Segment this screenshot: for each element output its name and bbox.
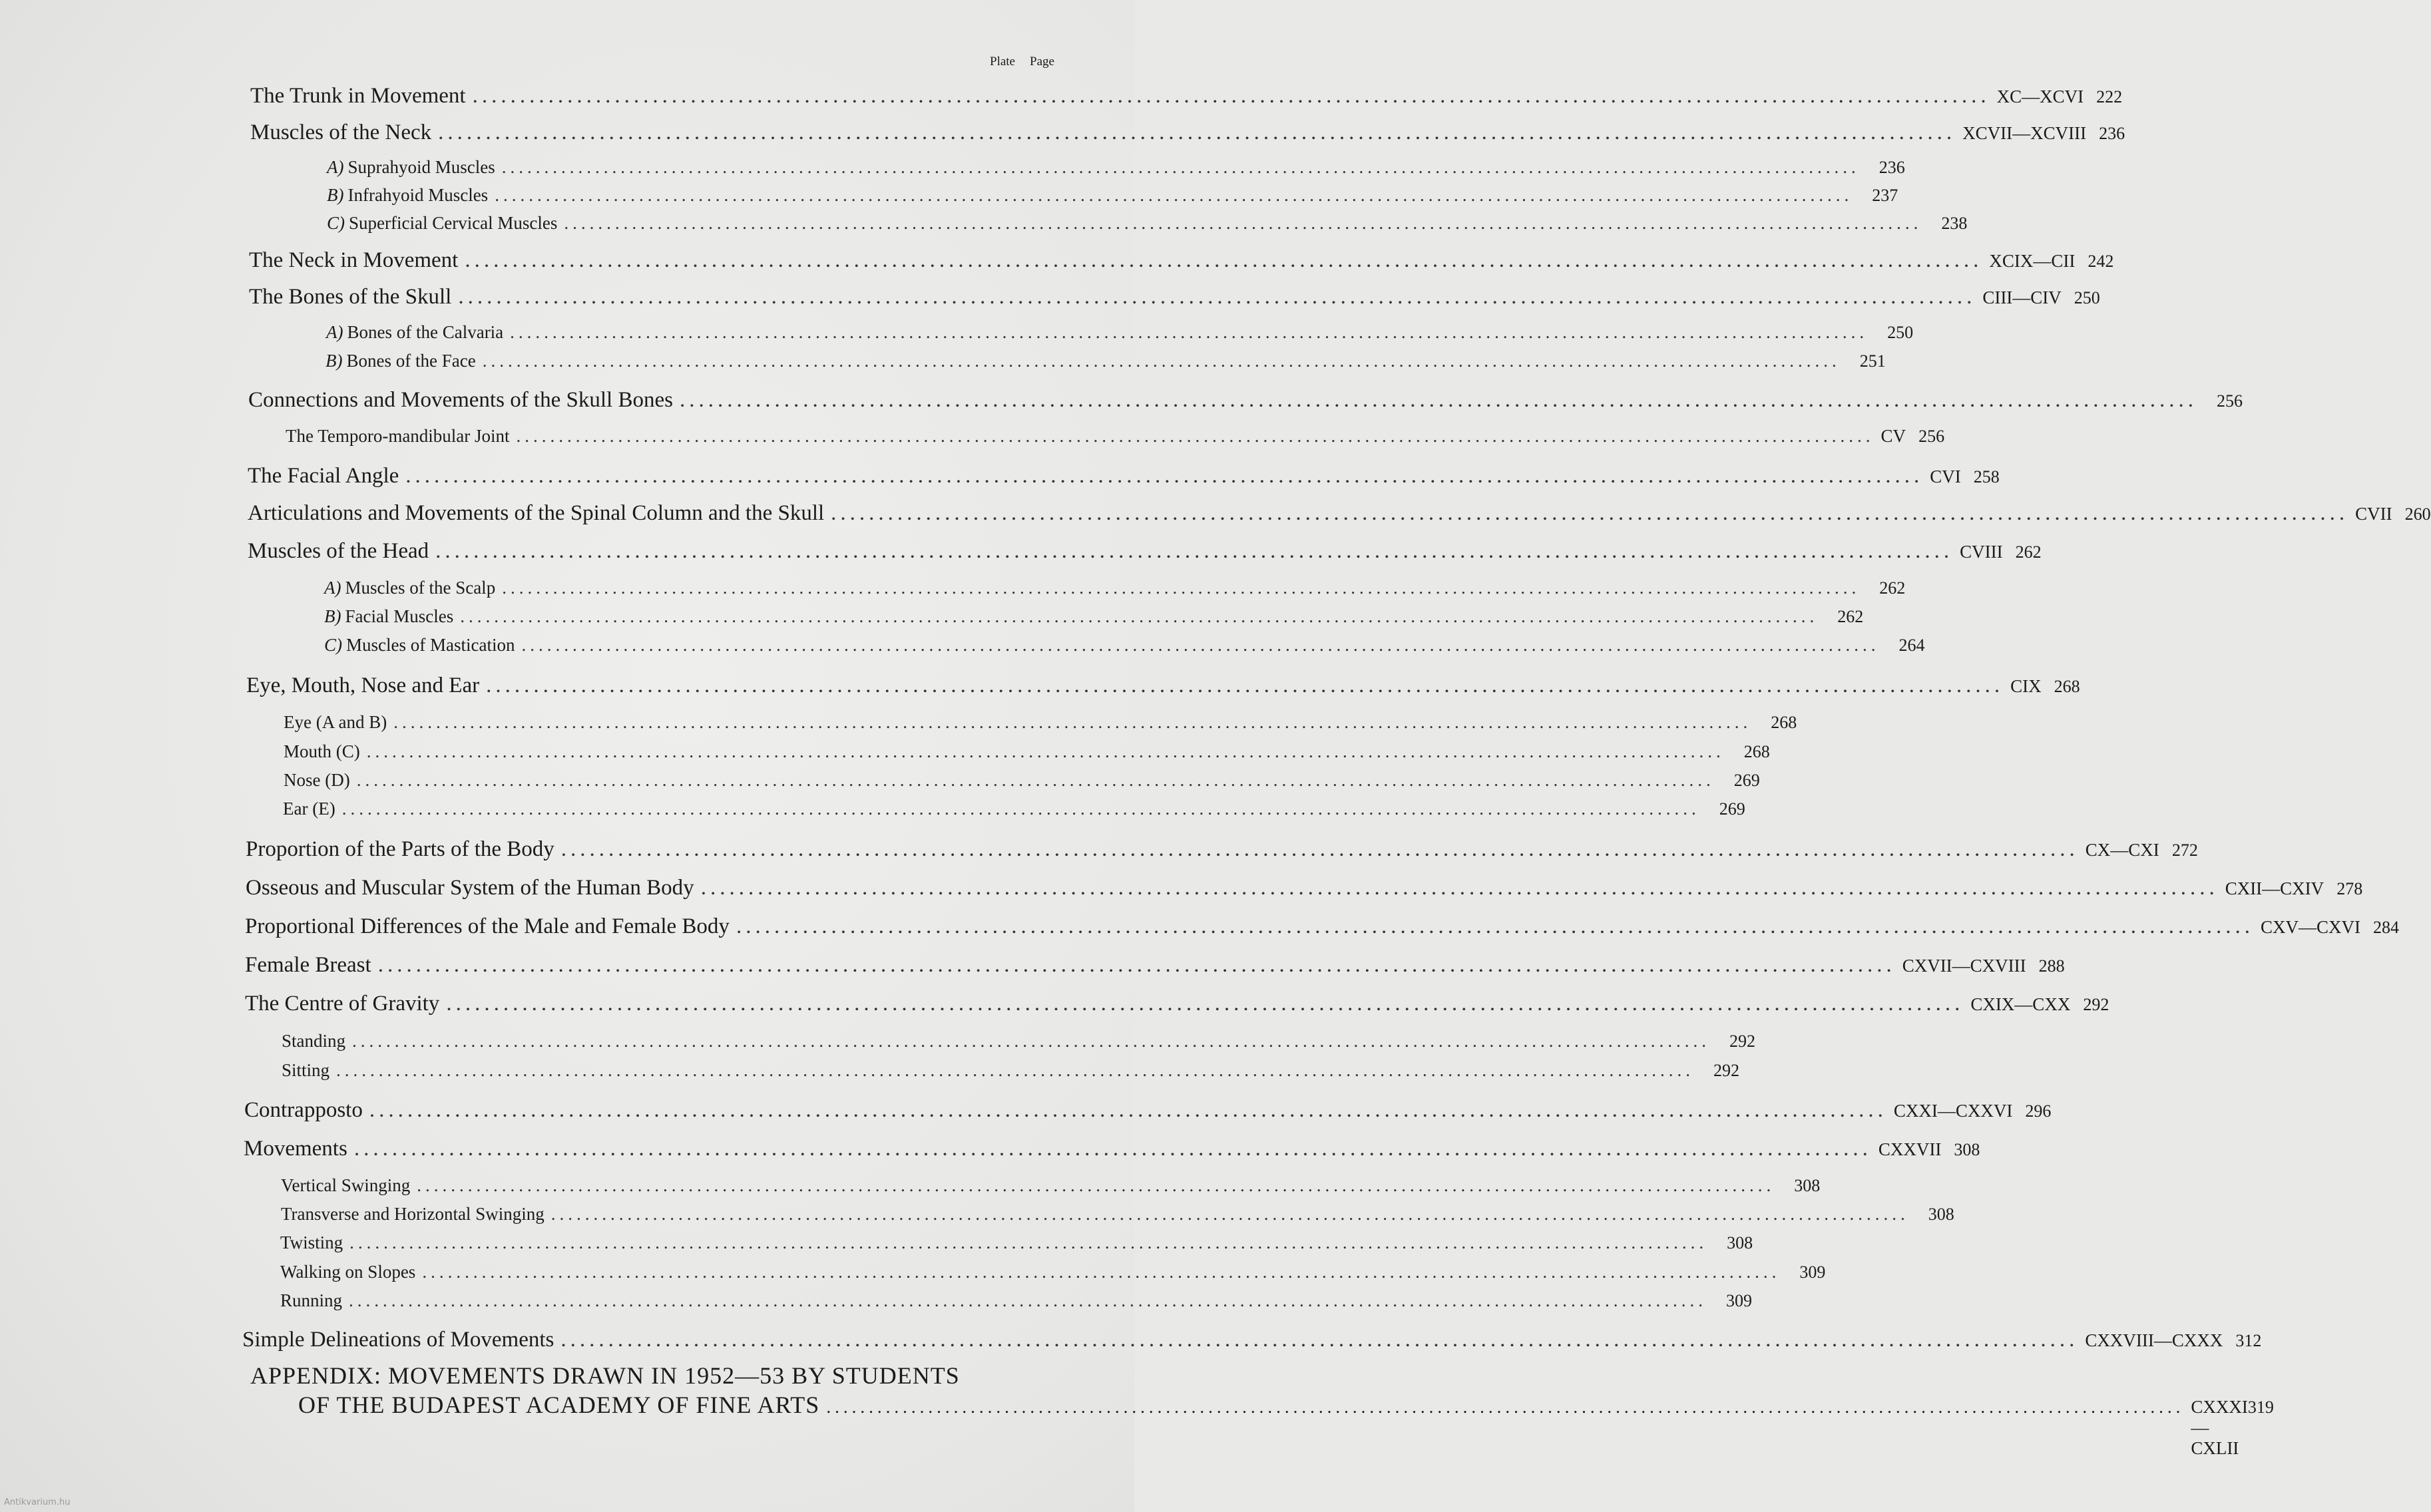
- entry-title-text: Bones of the Face: [346, 351, 476, 371]
- dot-leader: ................................................................................................................................................................: [349, 1232, 1708, 1252]
- entry-page: 278: [2336, 879, 2363, 898]
- entry-page: 256: [1918, 427, 1945, 446]
- entry-title-text: Muscles of the Neck: [250, 120, 432, 144]
- entry-title: [244, 1137, 347, 1161]
- toc-entry: [244, 1098, 2052, 1127]
- toc-subentry: [281, 1175, 1821, 1202]
- entry-title: [245, 992, 439, 1016]
- entry-plate: CVIII: [1960, 542, 2003, 562]
- entry-title-text: Muscles of Mastication: [346, 635, 515, 655]
- toc-subentry: [286, 426, 1945, 453]
- entry-page: 250: [1887, 323, 1914, 342]
- entry-title: [242, 1328, 554, 1352]
- entry-plate: CIII—CIV: [1982, 287, 2062, 307]
- entry-plate: XCIX—CII: [1989, 251, 2076, 271]
- dot-leader: ................................................................................................................................................................: [736, 914, 2254, 938]
- entry-title: [282, 1060, 330, 1081]
- dot-leader: ................................................................................................................................................................: [460, 606, 1819, 626]
- entry-page: 260: [2404, 504, 2431, 524]
- entry-prefix: C): [327, 213, 345, 233]
- entry-title: [249, 285, 451, 309]
- entry-title-text: Bones of the Calvaria: [347, 322, 504, 342]
- entry-title: [284, 741, 360, 762]
- dot-leader: ................................................................................................................................................................: [560, 837, 2079, 861]
- entry-prefix: B): [324, 606, 341, 626]
- entry-title: [324, 635, 515, 656]
- entry-page: 269: [1733, 771, 1760, 790]
- dot-leader: ................................................................................................................................................................: [465, 248, 1983, 272]
- appendix-page: 319: [2247, 1398, 2274, 1417]
- entry-title: [280, 1290, 342, 1311]
- entry-title: [249, 248, 458, 273]
- toc-subentry: [327, 213, 1968, 240]
- entry-plate: CIX: [2010, 676, 2042, 696]
- entry-title: [246, 837, 554, 862]
- watermark: Antikvarium.hu: [4, 1497, 71, 1507]
- dot-leader: ................................................................................................................................................................: [831, 501, 2349, 525]
- entry-title: [327, 213, 557, 234]
- entry-title-text: Eye, Mouth, Nose and Ear: [246, 673, 480, 697]
- entry-page: 262: [1837, 607, 1864, 626]
- entry-page: 308: [1954, 1140, 1980, 1159]
- entry-page: 222: [2096, 87, 2123, 106]
- dot-leader: ................................................................................................................................................................: [366, 741, 1725, 761]
- toc-subentry: [282, 1031, 1756, 1057]
- entry-title: [280, 1232, 343, 1253]
- entry-title: [248, 464, 399, 488]
- entry-page: 284: [2372, 918, 2399, 937]
- toc-entry: [249, 248, 2114, 278]
- entry-title: [250, 120, 431, 145]
- dot-leader: ................................................................................................................................................................: [438, 120, 1956, 144]
- dot-leader: ................................................................................................................................................................: [560, 1328, 2079, 1352]
- page-column-header: Page: [1030, 55, 1054, 69]
- entry-title: [281, 1204, 545, 1225]
- entry-title: [284, 770, 350, 791]
- entry-title-text: Simple Delineations of Movements: [242, 1328, 554, 1352]
- entry-page: 251: [1859, 351, 1886, 371]
- entry-title: [284, 712, 387, 733]
- toc-subentry: [327, 185, 1898, 212]
- entry-title-text: The Neck in Movement: [249, 248, 459, 272]
- entry-title: [324, 606, 453, 627]
- entry-title-text: Female Breast: [245, 953, 371, 977]
- entry-prefix: C): [324, 635, 342, 655]
- entry-title-text: Movements: [244, 1137, 347, 1161]
- entry-page: 308: [1928, 1205, 1954, 1224]
- entry-page: 312: [2235, 1331, 2262, 1350]
- entry-title: [246, 876, 694, 900]
- entry-title-text: Sitting: [282, 1060, 330, 1080]
- entry-title: [248, 539, 429, 564]
- dot-leader: ................................................................................................................................................................: [458, 285, 1976, 309]
- toc-entry: [249, 285, 2100, 314]
- entry-page: 309: [1799, 1262, 1826, 1282]
- entry-prefix: A): [326, 322, 343, 342]
- entry-page: 242: [2088, 252, 2114, 271]
- entry-plate: CXIX—CXX: [1970, 994, 2071, 1014]
- toc-entry: [246, 837, 2198, 866]
- appendix-title-line-1: APPENDIX: MOVEMENTS DRAWN IN 1952—53 BY STUDENTS: [250, 1362, 960, 1389]
- entry-title-text: Muscles of the Scalp: [345, 578, 496, 598]
- entry-title: [326, 351, 476, 371]
- entry-page: 292: [2083, 995, 2109, 1014]
- entry-title: [282, 1031, 345, 1051]
- toc-entry: [242, 1328, 2262, 1357]
- entry-plate: CXXVII: [1878, 1139, 1942, 1159]
- dot-leader: ................................................................................................................................................................: [482, 351, 1841, 371]
- toc-subentry: [324, 606, 1864, 633]
- entry-title-text: Transverse and Horizontal Swinging: [281, 1204, 545, 1224]
- plate-column-header: Plate: [990, 55, 1015, 69]
- entry-title-text: Mouth (C): [284, 741, 360, 761]
- toc-subentry: [280, 1290, 1753, 1317]
- entry-title: [250, 84, 466, 108]
- entry-page: 309: [1726, 1291, 1753, 1310]
- entry-title: [281, 1175, 410, 1196]
- entry-title-text: Connections and Movements of the Skull Bones: [248, 388, 673, 412]
- appendix-plate: CXXXI—CXLII: [2191, 1397, 2248, 1458]
- entry-title-text: The Centre of Gravity: [245, 992, 440, 1016]
- entry-title-text: Running: [280, 1290, 343, 1310]
- entry-prefix: B): [327, 185, 344, 205]
- entry-page: 262: [1879, 578, 1906, 598]
- toc-subentry: [327, 157, 1905, 184]
- toc-entry: [250, 120, 2125, 150]
- entry-prefix: B): [326, 351, 343, 371]
- entry-prefix: A): [324, 578, 341, 598]
- entry-title-text: Contrapposto: [244, 1098, 363, 1122]
- dot-leader: ................................................................................................................................................................: [377, 953, 1896, 977]
- entry-title-text: Standing: [282, 1031, 346, 1051]
- dot-leader: ................................................................................................................................................................: [446, 992, 1964, 1016]
- entry-title-text: Proportion of the Parts of the Body: [246, 837, 554, 861]
- entry-prefix: A): [327, 157, 344, 177]
- entry-title-text: Walking on Slopes: [280, 1262, 416, 1282]
- entry-page: 264: [1898, 636, 1925, 655]
- entry-title: [327, 185, 488, 206]
- appendix-entry: [250, 1362, 2274, 1458]
- dot-leader: ................................................................................................................................................................: [369, 1098, 1887, 1122]
- toc-entry: [248, 388, 2243, 417]
- dot-leader: ................................................................................................................................................................: [700, 876, 2219, 900]
- dot-leader: ................................................................................................................................................................: [349, 1290, 1707, 1310]
- dot-leader: ................................................................................................................................................................: [510, 322, 1869, 342]
- entry-title: [245, 914, 730, 939]
- toc-subentry: [280, 1262, 1826, 1288]
- dot-leader: ................................................................................................................................................................: [356, 770, 1715, 790]
- dot-leader: ................................................................................................................................................................: [501, 157, 1860, 177]
- toc-subentry: [326, 351, 1886, 377]
- entry-plate: CXII—CXIV: [2225, 878, 2324, 898]
- entry-title-text: Muscles of the Head: [248, 539, 429, 563]
- toc-entry: [248, 501, 2431, 530]
- entry-page: 268: [2054, 677, 2080, 696]
- toc-subentry: [284, 741, 1770, 768]
- entry-title-text: Infrahyoid Muscles: [347, 185, 489, 205]
- dot-leader: ................................................................................................................................................................: [422, 1262, 1781, 1282]
- entry-title: [245, 953, 371, 978]
- entry-plate: CVII: [2355, 504, 2392, 524]
- dot-leader: ................................................................................................................................................................: [521, 635, 1880, 655]
- dot-leader: ................................................................................................................................................................: [435, 539, 1954, 563]
- dot-leader: ................................................................................................................................................................: [472, 84, 1990, 108]
- entry-title: [283, 799, 335, 819]
- entry-page: 268: [1743, 742, 1770, 761]
- dot-leader: ................................................................................................................................................................: [826, 1397, 2185, 1417]
- entry-title: [286, 426, 510, 447]
- entry-page: 272: [2171, 841, 2198, 860]
- entry-page: 262: [2015, 542, 2042, 562]
- toc-entry: [244, 1137, 1980, 1166]
- entry-title-text: Ear (E): [283, 799, 335, 819]
- entry-page: 269: [1719, 799, 1745, 819]
- toc-entry: [248, 539, 2042, 568]
- entry-page: 268: [1771, 713, 1797, 732]
- dot-leader: ................................................................................................................................................................: [502, 578, 1861, 598]
- entry-title: [324, 578, 495, 598]
- dot-leader: ................................................................................................................................................................: [495, 185, 1853, 205]
- toc-subentry: [324, 635, 1925, 662]
- entry-title-text: The Temporo-mandibular Joint: [286, 426, 510, 446]
- entry-title-text: The Bones of the Skull: [249, 285, 452, 309]
- dot-leader: ................................................................................................................................................................: [352, 1031, 1711, 1051]
- entry-title-text: Vertical Swinging: [281, 1175, 411, 1195]
- entry-plate: CXXI—CXXVI: [1893, 1101, 2013, 1121]
- entry-plate: XC—XCVI: [1996, 87, 2084, 106]
- entry-title-text: Superficial Cervical Muscles: [349, 213, 558, 233]
- entry-title-text: Nose (D): [284, 770, 350, 790]
- entry-page: 258: [1973, 467, 2000, 486]
- entry-plate: CXXVIII—CXXX: [2085, 1330, 2223, 1350]
- dot-leader: ................................................................................................................................................................: [417, 1175, 1775, 1195]
- toc-entry: [246, 673, 2080, 703]
- dot-leader: ................................................................................................................................................................: [551, 1204, 1909, 1224]
- entry-page: 308: [1794, 1176, 1821, 1195]
- toc-entry: [248, 464, 2000, 493]
- toc-entry: [245, 914, 2399, 944]
- entry-page: 308: [1727, 1233, 1753, 1252]
- toc-subentry: [283, 799, 1745, 825]
- entry-title-text: The Facial Angle: [248, 464, 399, 488]
- toc-entry: [250, 84, 2123, 113]
- toc-entry: [246, 876, 2363, 905]
- entry-plate: CXV—CXVI: [2260, 917, 2360, 937]
- dot-leader: ................................................................................................................................................................: [486, 673, 2004, 697]
- entry-page: 288: [2038, 956, 2065, 976]
- toc-subentry: [282, 1060, 1740, 1087]
- toc-subentry: [281, 1204, 1954, 1230]
- dot-leader: ................................................................................................................................................................: [336, 1060, 1695, 1080]
- entry-page: 237: [1872, 186, 1898, 205]
- entry-title: [248, 501, 824, 526]
- entry-page: 292: [1713, 1061, 1740, 1080]
- entry-title: [246, 673, 479, 698]
- entry-title: [326, 322, 503, 343]
- entry-title: [327, 157, 495, 178]
- entry-title-text: Proportional Differences of the Male and Female Body: [245, 914, 730, 938]
- toc-subentry: [324, 578, 1906, 604]
- entry-plate: CV: [1880, 426, 1906, 446]
- entry-title-text: Osseous and Muscular System of the Human Body: [246, 876, 694, 900]
- toc-subentry: [284, 770, 1760, 797]
- dot-leader: ................................................................................................................................................................: [341, 799, 1700, 819]
- toc-entry: [245, 953, 2065, 982]
- entry-plate: CXVII—CXVIII: [1902, 956, 2026, 976]
- entry-page: 236: [2099, 124, 2125, 143]
- toc-entry: [245, 992, 2109, 1021]
- dot-leader: ................................................................................................................................................................: [679, 388, 2197, 412]
- entry-title-text: Suprahyoid Muscles: [347, 157, 495, 177]
- dot-leader: ................................................................................................................................................................: [405, 464, 1924, 488]
- entry-title: [280, 1262, 415, 1282]
- toc-subentry: [284, 712, 1797, 739]
- entry-title-text: Facial Muscles: [345, 606, 454, 626]
- entry-title: [248, 388, 673, 413]
- entry-plate: XCVII—XCVIII: [1962, 123, 2087, 143]
- appendix-title-line-2: [298, 1391, 2274, 1459]
- entry-title-text: Twisting: [280, 1232, 343, 1252]
- toc-subentry: [280, 1232, 1753, 1259]
- entry-plate: CVI: [1930, 467, 1961, 486]
- dot-leader: ................................................................................................................................................................: [516, 426, 1875, 446]
- dot-leader: ................................................................................................................................................................: [564, 213, 1922, 233]
- appendix-title: OF THE BUDAPEST ACADEMY OF FINE ARTS: [298, 1392, 820, 1418]
- entry-title-text: The Trunk in Movement: [250, 84, 466, 108]
- entry-title: [244, 1098, 363, 1123]
- toc-subentry: [326, 322, 1914, 349]
- entry-page: 238: [1941, 214, 1968, 233]
- entry-page: 296: [2025, 1101, 2052, 1121]
- entry-plate: CX—CXI: [2085, 840, 2159, 860]
- entry-page: 236: [1878, 158, 1905, 177]
- entry-page: 250: [2074, 288, 2100, 307]
- entry-page: 292: [1729, 1032, 1756, 1051]
- entry-page: 256: [2216, 391, 2243, 411]
- entry-title-text: Eye (A and B): [284, 712, 387, 732]
- dot-leader: ................................................................................................................................................................: [393, 712, 1752, 732]
- entry-title-text: Articulations and Movements of the Spinal Column and the Skull: [248, 501, 825, 525]
- dot-leader: ................................................................................................................................................................: [353, 1137, 1872, 1161]
